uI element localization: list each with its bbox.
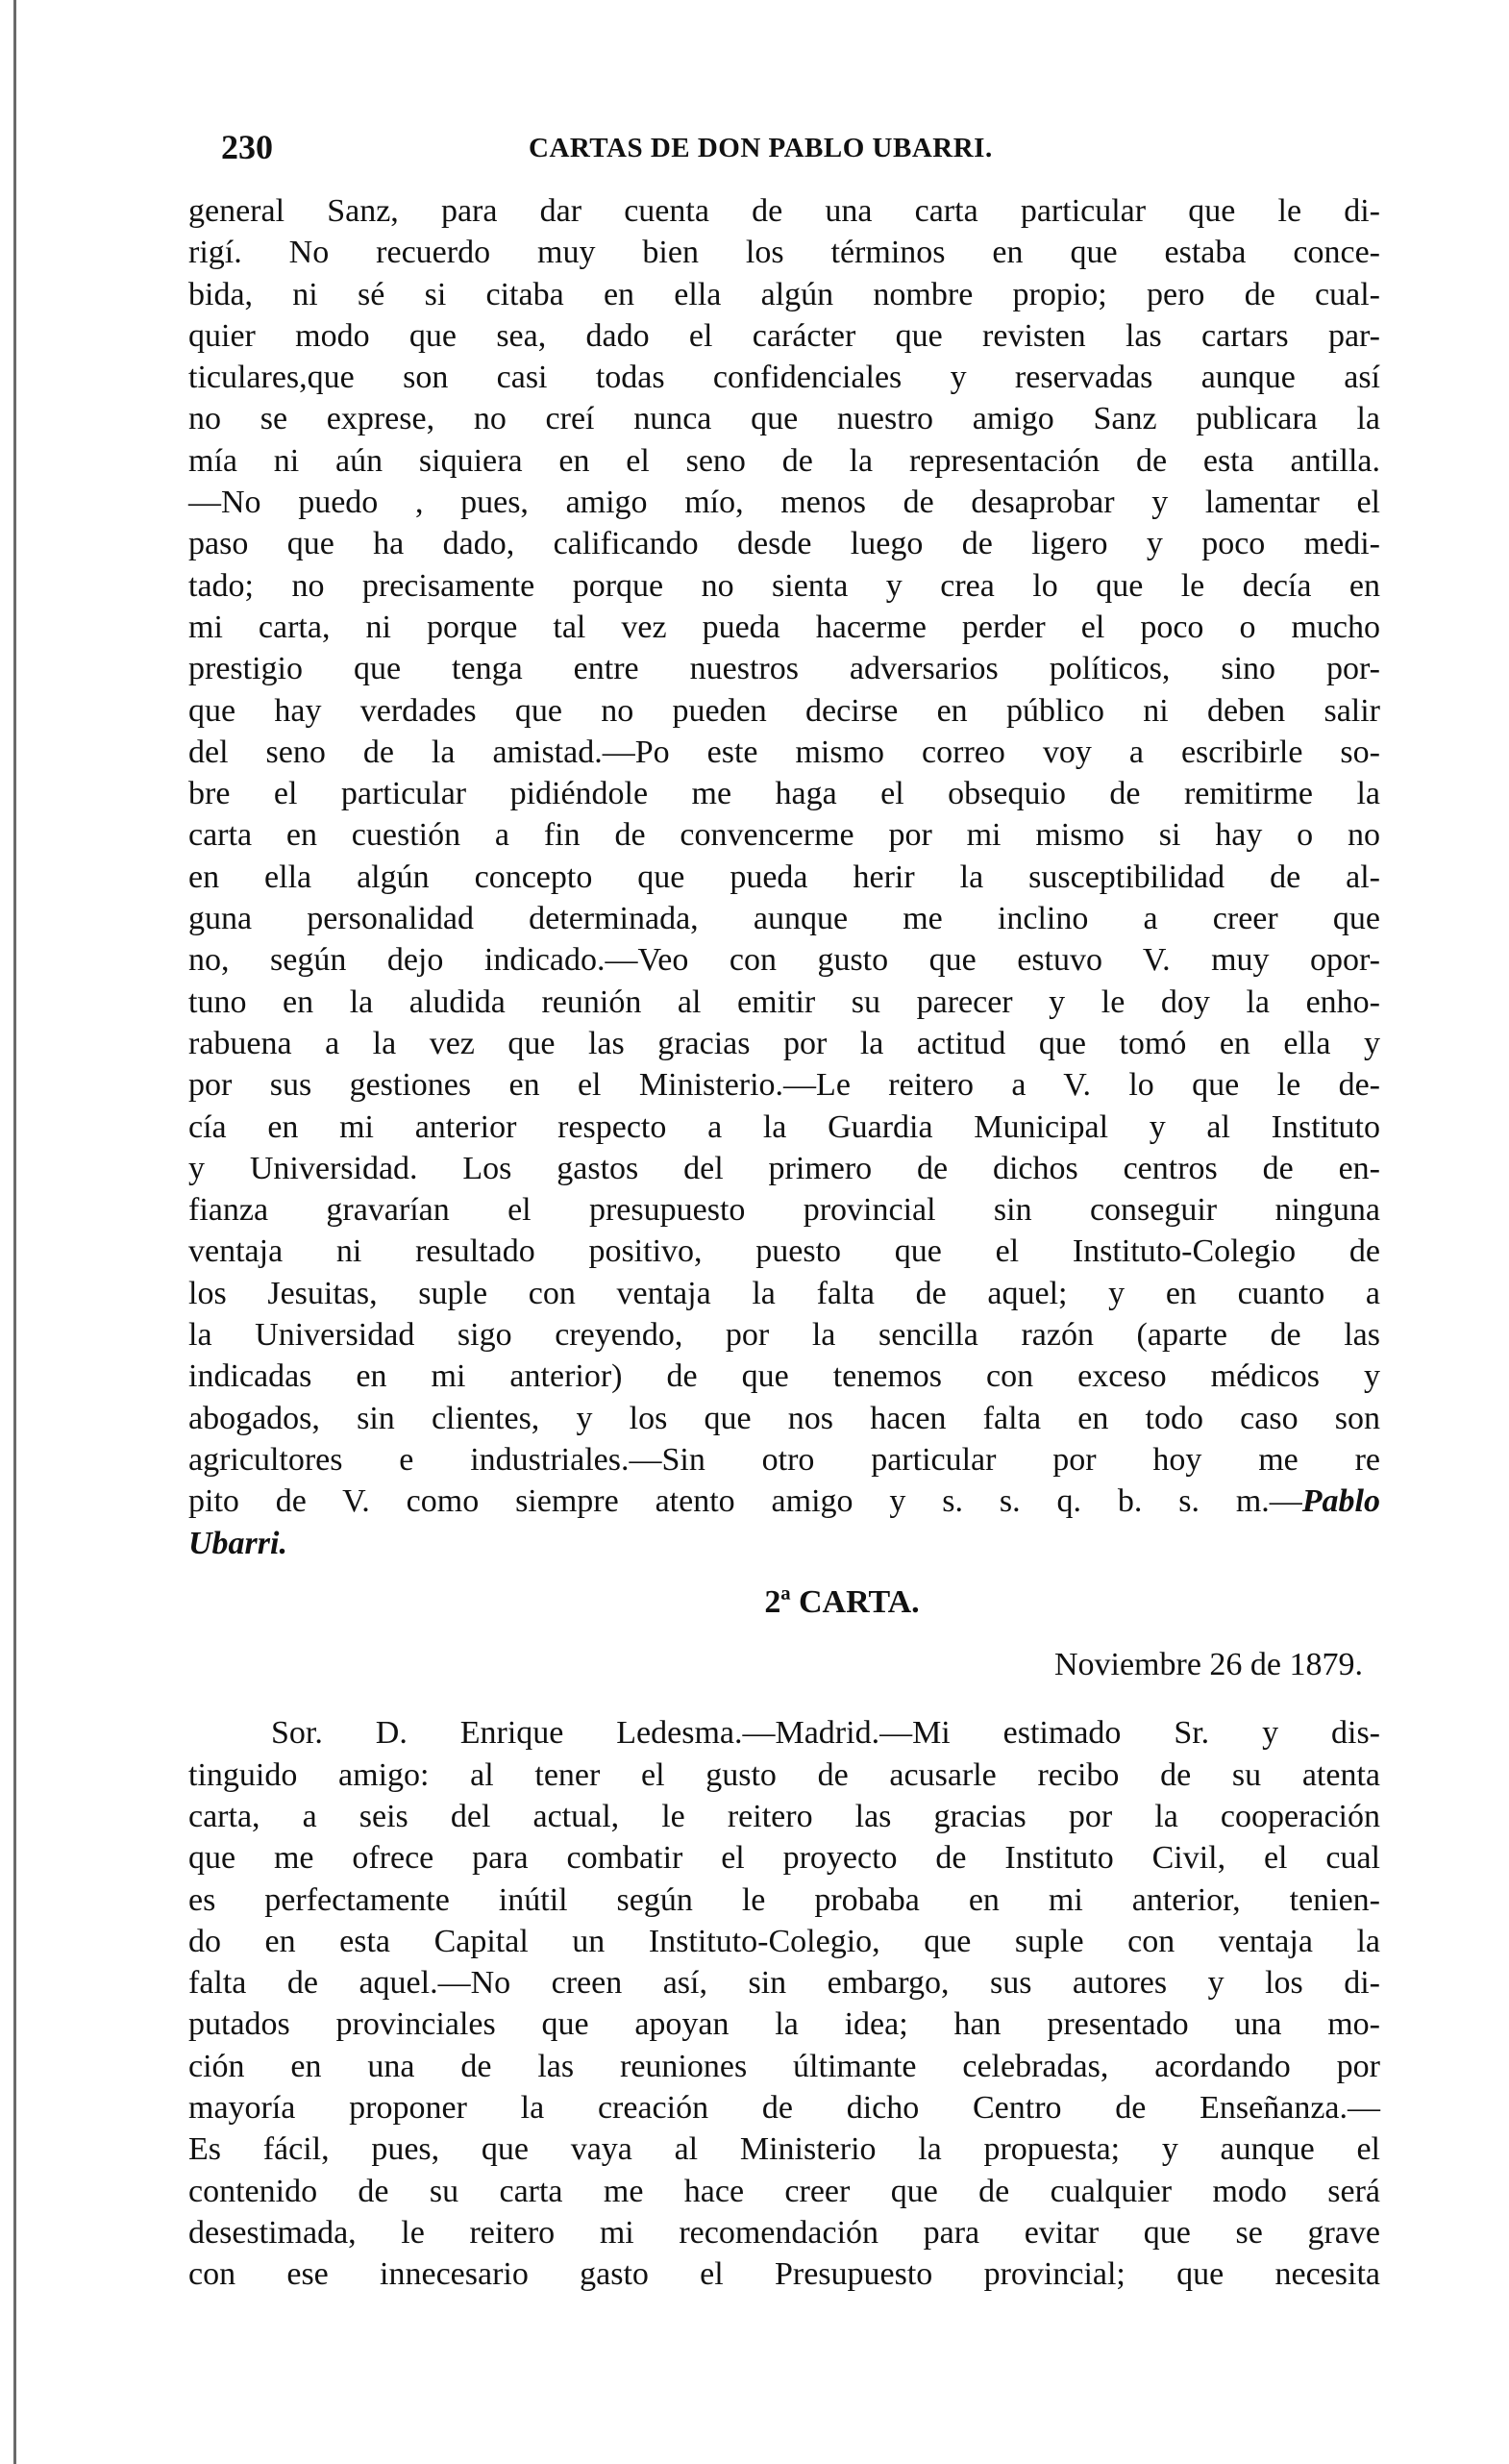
text-line: por sus gestiones en el Ministerio.—Le reitero a V. lo que le de-: [188, 1067, 1380, 1104]
page-header: [221, 123, 1288, 171]
text-line: fianza gravarían el presupuesto provincial sin conseguir ninguna: [188, 1192, 1380, 1229]
text-line-with-signature: [188, 1481, 1380, 1522]
text-line: abogados, sin clientes, y los que nos hacen falta en todo caso son: [188, 1400, 1380, 1436]
text-line: —No puedo , pues, amigo mío, menos de desaprobar y lamentar el: [188, 485, 1380, 521]
text-line: mi carta, ni porque tal vez pueda hacerme perder el poco o mucho: [188, 609, 1380, 645]
text-line: agricultores e industriales.—Sin otro particular por hoy me re: [188, 1441, 1380, 1478]
text-line: la Universidad sigo creyendo, por la sencilla razón (aparte de las: [188, 1317, 1380, 1354]
page-body: [188, 190, 1380, 2296]
text-line: contenido de su carta me hace creer que de cualquier modo será: [188, 2173, 1380, 2209]
text-line: bre el particular pidiéndole me haga el obsequio de remitirme la: [188, 776, 1380, 812]
text-line: paso que ha dado, calificando desde luego de ligero y poco medi-: [188, 526, 1380, 562]
scan-edge-rule: [13, 0, 16, 2464]
text-line: pito de V. como siempre atento amigo y s. s. q. b. s. m.—: [188, 1483, 1302, 1520]
text-line: que me ofrece para combatir el proyecto de Instituto Civil, el cual: [188, 1840, 1380, 1877]
text-line: que hay verdades que no pueden decirse en público ni deben salir: [188, 692, 1380, 729]
text-line: indicadas en mi anterior) de que tenemos con exceso médicos y: [188, 1358, 1380, 1395]
letter-2-paragraph: [188, 1712, 1380, 2295]
text-line: Es fácil, pues, que vaya al Ministerio la propuesta; y aunque el: [188, 2131, 1380, 2168]
text-line: ción en una de las reuniones últimante celebradas, acordando por: [188, 2048, 1380, 2084]
text-line: ticulares,que son casi todas confidenciales y reservadas aunque así: [188, 360, 1380, 396]
signature-first-name: Pablo: [1301, 1483, 1380, 1520]
text-line: rabuena a la vez que las gracias por la actitud que tomó en ella y: [188, 1025, 1380, 1061]
text-line: y Universidad. Los gastos del primero de dichos centros de en-: [188, 1150, 1380, 1186]
text-line: guna personalidad determinada, aunque me inclino a creer que: [188, 901, 1380, 937]
text-line: del seno de la amistad.—Po este mismo correo voy a escribirle so-: [188, 734, 1380, 770]
text-line: carta, a seis del actual, le reitero las gracias por la cooperación: [188, 1798, 1380, 1834]
text-line: tinguido amigo: al tener el gusto de acusarle recibo de su atenta: [188, 1756, 1380, 1793]
text-line: ventaja ni resultado positivo, puesto que el Instituto-Colegio de: [188, 1233, 1380, 1270]
text-line: es perfectamente inútil según le probaba en mi anterior, tenien-: [188, 1881, 1380, 1918]
text-line: cía en mi anterior respecto a la Guardia Municipal y al Instituto: [188, 1108, 1380, 1145]
text-line: no se exprese, no creí nunca que nuestro amigo Sanz publicara la: [188, 401, 1380, 437]
text-line: Sor. D. Enrique Ledesma.—Madrid.—Mi estimado Sr. y dis-: [271, 1715, 1380, 1752]
signature-surname: Ubarri.: [188, 1525, 287, 1561]
text-line: mía ni aún siquiera en el seno de la representación de esta antilla.: [188, 442, 1380, 479]
text-line: quier modo que sea, dado el carácter que revisten las cartars par-: [188, 317, 1380, 354]
text-line: do en esta Capital un Instituto-Colegio, que suple con ventaja la: [188, 1923, 1380, 1959]
text-line: prestigio que tenga entre nuestros adversarios políticos, sino por-: [188, 651, 1380, 687]
text-line: rigí. No recuerdo muy bien los términos en que estaba conce-: [188, 235, 1380, 271]
text-line: falta de aquel.—No creen así, sin embargo, sus autores y los di-: [188, 1965, 1380, 2002]
letter-1-paragraph: [188, 190, 1380, 1564]
text-line: desestimada, le reitero mi recomendación para evitar que se grave: [188, 2214, 1380, 2251]
section-heading: 2ª CARTA.: [764, 1583, 920, 1620]
text-line: no, según dejo indicado.—Veo con gusto que estuvo V. muy opor-: [188, 942, 1380, 979]
running-title: CARTAS DE DON PABLO UBARRI.: [529, 133, 993, 163]
signature-line: [188, 1523, 1380, 1564]
text-line: carta en cuestión a fin de convencerme por mi mismo si hay o no: [188, 817, 1380, 854]
text-line: bida, ni sé si citaba en ella algún nombre propio; pero de cual-: [188, 276, 1380, 312]
text-line: general Sanz, para dar cuenta de una carta particular que le di-: [188, 193, 1380, 229]
text-line: tuno en la aludida reunión al emitir su parecer y le doy la enho-: [188, 983, 1380, 1020]
text-line: en ella algún concepto que pueda herir la susceptibilidad de al-: [188, 859, 1380, 895]
text-line: putados provinciales que apoyan la idea; han presentado una mo-: [188, 2006, 1380, 2043]
text-line: los Jesuitas, suple con ventaja la falta de aquel; y en cuanto a: [188, 1275, 1380, 1311]
text-line: con ese innecesario gasto el Presupuesto provincial; que necesita: [188, 2256, 1380, 2293]
letter-date: Noviembre 26 de 1879.: [1053, 1647, 1363, 1683]
page-number: 230: [221, 128, 273, 166]
text-line: mayoría proponer la creación de dicho Centro de Enseñanza.—: [188, 2090, 1380, 2127]
text-line: tado; no precisamente porque no sienta y crea lo que le decía en: [188, 567, 1380, 604]
